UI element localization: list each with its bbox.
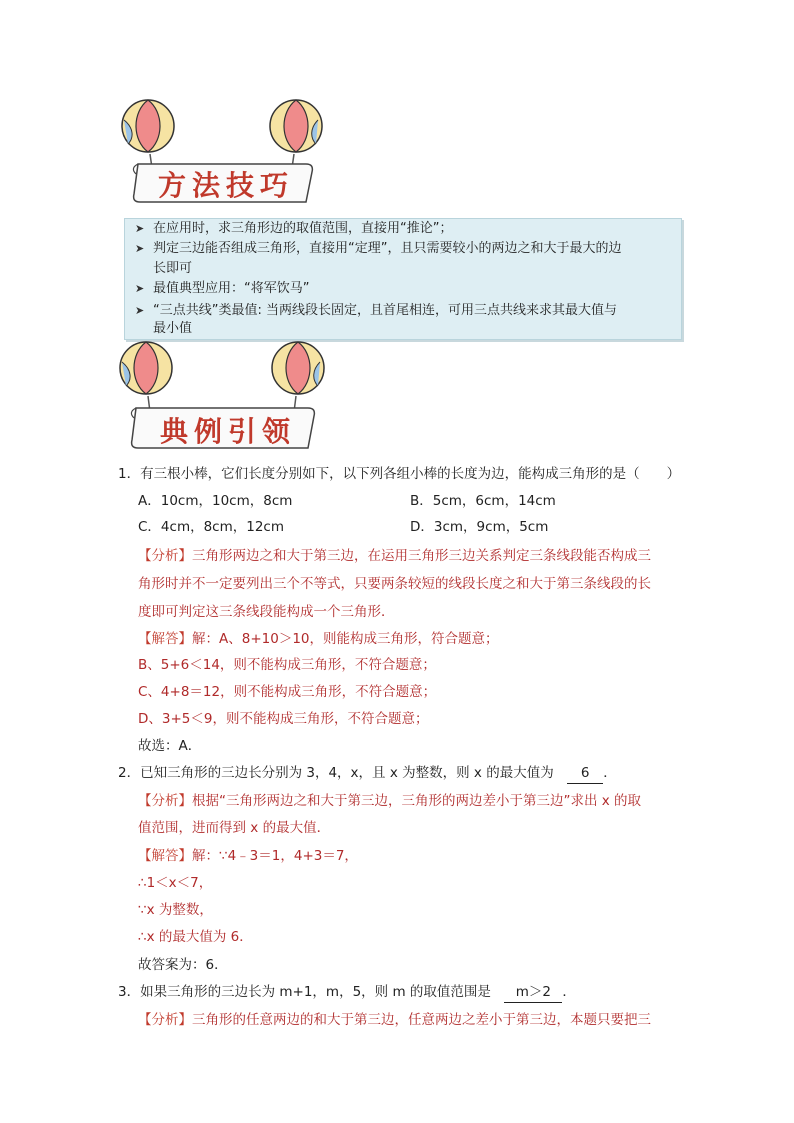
q1-analysis: 【分析】三角形两边之和大于第三边，在运用三角形三边关系判定三条线段能否构成三 xyxy=(138,548,651,564)
q3-answer-blank: m＞2 xyxy=(504,982,562,1003)
analysis-tag: 【分析】 xyxy=(138,548,192,564)
q1-option-a: A．10cm，10cm，8cm xyxy=(138,493,293,509)
q3-analysis: 【分析】三角形的任意两边的和大于第三边，任意两边之差小于第三边，本题只要把三 xyxy=(138,1012,651,1028)
q1-choice: 故选：A． xyxy=(138,738,202,754)
q1-analysis-line3: 度即可判定这三条线段能构成一个三角形． xyxy=(138,604,395,620)
q3-stem: 3．如果三角形的三边长为 m+1，m，5，则 m 的取值范围是 m＞2 ． xyxy=(118,982,576,1003)
q2-answer-line2: ∴1＜x＜7， xyxy=(138,875,213,891)
answer-tag: 【解答】 xyxy=(138,631,192,647)
q2-final: 故答案为：6． xyxy=(138,957,228,973)
tip-item: ➤ 判定三边能否组成三角形，直接用“定理”，且只需要较小的两边之和大于最大的边 xyxy=(135,239,675,259)
q2-answer-line4: ∴x 的最大值为 6． xyxy=(138,929,253,945)
q1-option-b: B．5cm，6cm，14cm xyxy=(410,493,556,509)
analysis-tag: 【分析】 xyxy=(138,1012,192,1028)
q2-stem: 2．已知三角形的三边长分别为 3，4，x，且 x 为整数，则 x 的最大值为 6 ． xyxy=(118,763,617,784)
method-tips-title: 方法技巧 xyxy=(158,169,295,202)
q1-answer-line2: B、5+6＜14，则不能构成三角形，不符合题意； xyxy=(138,657,436,673)
q1-answer-line3: C、4+8＝12，则不能构成三角形，不符合题意； xyxy=(138,684,437,700)
arrow-bullet-icon: ➤ xyxy=(135,222,145,235)
q1-option-c: C．4cm，8cm，12cm xyxy=(138,519,285,535)
tip-item-continued: 长即可 xyxy=(153,261,193,276)
tip-item: ➤ 最值典型应用：“将军饮马” xyxy=(135,279,675,299)
answer-tag: 【解答】 xyxy=(138,848,192,864)
analysis-tag: 【分析】 xyxy=(138,793,192,809)
q2-analysis: 【分析】根据“三角形两边之和大于第三边，三角形的两边差小于第三边”求出 x 的取 xyxy=(138,793,642,809)
examples-title: 典例引领 xyxy=(160,415,297,448)
tips-box xyxy=(124,218,682,340)
q2-answer: 【解答】解：∵4﹣3＝1，4+3＝7， xyxy=(138,848,358,864)
q1-stem: 1．有三根小棒，它们长度分别如下，以下列各组小棒的长度为边，能构成三角形的是（ ） xyxy=(118,466,681,482)
arrow-bullet-icon: ➤ xyxy=(135,242,145,255)
tip-item: ➤ “三点共线”类最值: 当两线段长固定，且首尾相连，可用三点共线来求其最大值与 xyxy=(135,301,675,321)
q1-analysis-line2: 角形时并不一定要列出三个不等式，只要两条较短的线段长度之和大于第三条线段的长 xyxy=(138,576,651,592)
tip-item: ➤ 在应用时，求三角形边的取值范围，直接用“推论”； xyxy=(135,219,675,239)
q2-answer-line3: ∵x 为整数， xyxy=(138,902,213,918)
examples-banner xyxy=(116,340,330,452)
tip-item-continued: 最小值 xyxy=(153,321,193,336)
q1-answer: 【解答】解：A、8+10＞10，则能构成三角形，符合题意； xyxy=(138,631,499,647)
method-tips-banner xyxy=(118,98,328,206)
arrow-bullet-icon: ➤ xyxy=(135,304,145,317)
arrow-bullet-icon: ➤ xyxy=(135,282,145,295)
q1-option-d: D．3cm，9cm，5cm xyxy=(410,519,549,535)
q2-answer-blank: 6 xyxy=(567,763,603,784)
q2-analysis-line2: 值范围，进而得到 x 的最大值． xyxy=(138,820,331,836)
q1-answer-line4: D、3+5＜9，则不能构成三角形，不符合题意； xyxy=(138,711,429,727)
